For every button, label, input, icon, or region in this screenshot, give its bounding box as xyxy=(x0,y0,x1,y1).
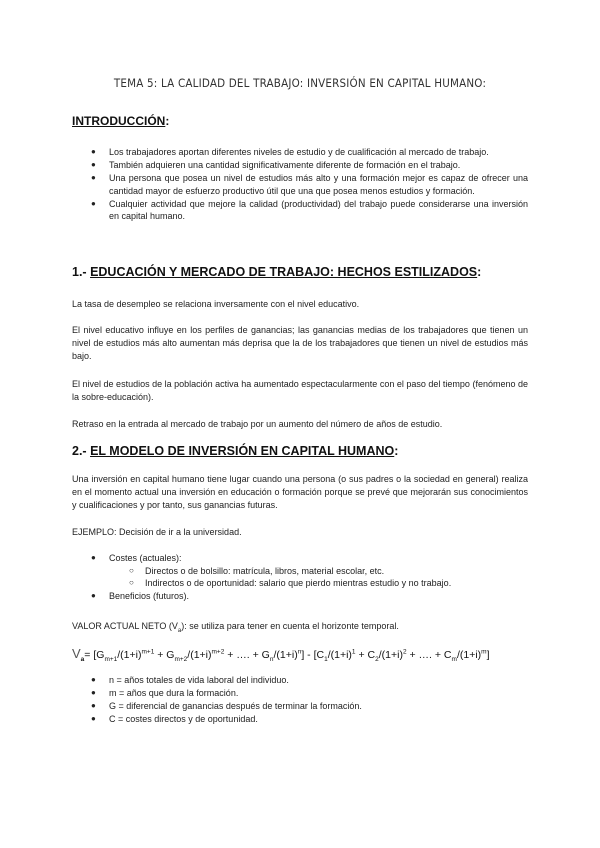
list-item: ● m = años que dura la formación. xyxy=(91,687,239,698)
list-item: ● Una persona que posea un nivel de estudios más alto y una formación mejor es capaz de ofrecer una cantidad mayor de esfuerzo productivo útil que una que posea menos estudios y formación. xyxy=(91,173,528,196)
section1-heading: 1.- EDUCACIÓN Y MERCADO DE TRABAJO: HECHOS ESTILIZADOS: xyxy=(72,265,482,279)
van-definition: VALOR ACTUAL NETO $(V_a)$: se utiliza para tener en cuenta el horizonte temporal. xyxy=(72,621,399,634)
intro-bullet-list xyxy=(91,146,528,224)
list-item: ● G = diferencial de ganancias después de terminar la formación. xyxy=(91,700,362,711)
section2-heading: 2.- EL MODELO DE INVERSIÓN EN CAPITAL HUMANO: xyxy=(72,444,399,458)
list-item: ● Cualquier actividad que mejore la calidad (productividad) del trabajo puede considerarse una inversión en capital humano. xyxy=(91,198,528,222)
list-item: ● También adquieren una cantidad significativamente diferente de formación en el trabajo. xyxy=(91,160,461,171)
bullet-icon: ● xyxy=(91,198,96,208)
section1-paragraph-1: La tasa de desempleo se relaciona inversamente con el nivel educativo. xyxy=(72,299,360,309)
list-item-benefits: ● Beneficios (futuros). xyxy=(91,590,190,601)
formula-variables-list xyxy=(91,674,489,726)
intro-heading: INTRODUCCIÓN: xyxy=(72,114,170,128)
costs-benefits-list xyxy=(91,552,509,602)
list-item: ● n = años totales de vida laboral del individuo. xyxy=(91,675,289,685)
bullet-icon: ● xyxy=(91,590,96,600)
list-item: ● Los trabajadores aportan diferentes niveles de estudio y de cualificación al mercado de trabajo. xyxy=(91,147,489,157)
bullet-icon: ● xyxy=(91,687,96,697)
example-line: EJEMPLO: Decisión de ir a la universidad. xyxy=(72,527,242,537)
bullet-icon: ● xyxy=(91,700,96,710)
list-item-costs: ● Costes (actuales): ○ Directos o de bolsillo: matrícula, libros, material escolar, etc. ○ Indirectos o de oportunidad: salario que pierdo mientras estudio y no trabajo. xyxy=(109,552,509,590)
section1-paragraph-2: El nivel educativo influye en los perfiles de ganancias; las ganancias medias de los trabajadores que tienen un nivel de estudios más alto aumentan más deprisa que la de los trabajadores que tienen un nivel de estudios más bajo. xyxy=(72,325,528,362)
bullet-icon: ● xyxy=(91,553,96,562)
section1-paragraph-3: El nivel de estudios de la población activa ha aumentado espectacularmente con el paso del tiempo (fenómeno de la sobre-educación). xyxy=(72,379,528,403)
page-title: TEMA 5: LA CALIDAD DEL TRABAJO: INVERSIÓN EN CAPITAL HUMANO: xyxy=(113,76,487,90)
sub-bullet-icon: ○ xyxy=(129,578,134,588)
bullet-icon: ● xyxy=(91,713,96,723)
van-formula: $V_a= [G_{m+1}/(1+i)^{m+1} + G_{m+2}/(1+i)^{m+2}$ + …. + $G_n/(1+i)^n] - [C_1/(1+i)^1 + C_2/(1+i)^2$ + …. + $C_m/(1+i)^m$] xyxy=(72,646,490,664)
list-item: ● C = costes directos y de oportunidad. xyxy=(91,713,258,724)
sublist-item: ○ Indirectos o de oportunidad: salario que pierdo mientras estudio y no trabajo. xyxy=(129,578,452,589)
bullet-icon: ● xyxy=(91,160,96,170)
bullet-icon: ● xyxy=(91,147,96,156)
bullet-icon: ● xyxy=(91,173,96,183)
sublist-item: ○ Directos o de bolsillo: matrícula, libros, material escolar, etc. xyxy=(129,565,385,576)
sub-bullet-icon: ○ xyxy=(129,565,134,575)
section2-intro-paragraph: Una inversión en capital humano tiene lugar cuando una persona (o sus padres o la sociedad en general) realiza en el momento actual una inversión en educación o formación porque se prevé que mejorarán sus conocimientos y cualificaciones y por tanto, sus ganancias futuras. xyxy=(72,474,528,511)
bullet-icon: ● xyxy=(91,675,96,684)
section1-paragraph-4: Retraso en la entrada al mercado de trabajo por un aumento del número de años de estudio. xyxy=(72,419,443,429)
costs-sublist xyxy=(109,565,509,590)
